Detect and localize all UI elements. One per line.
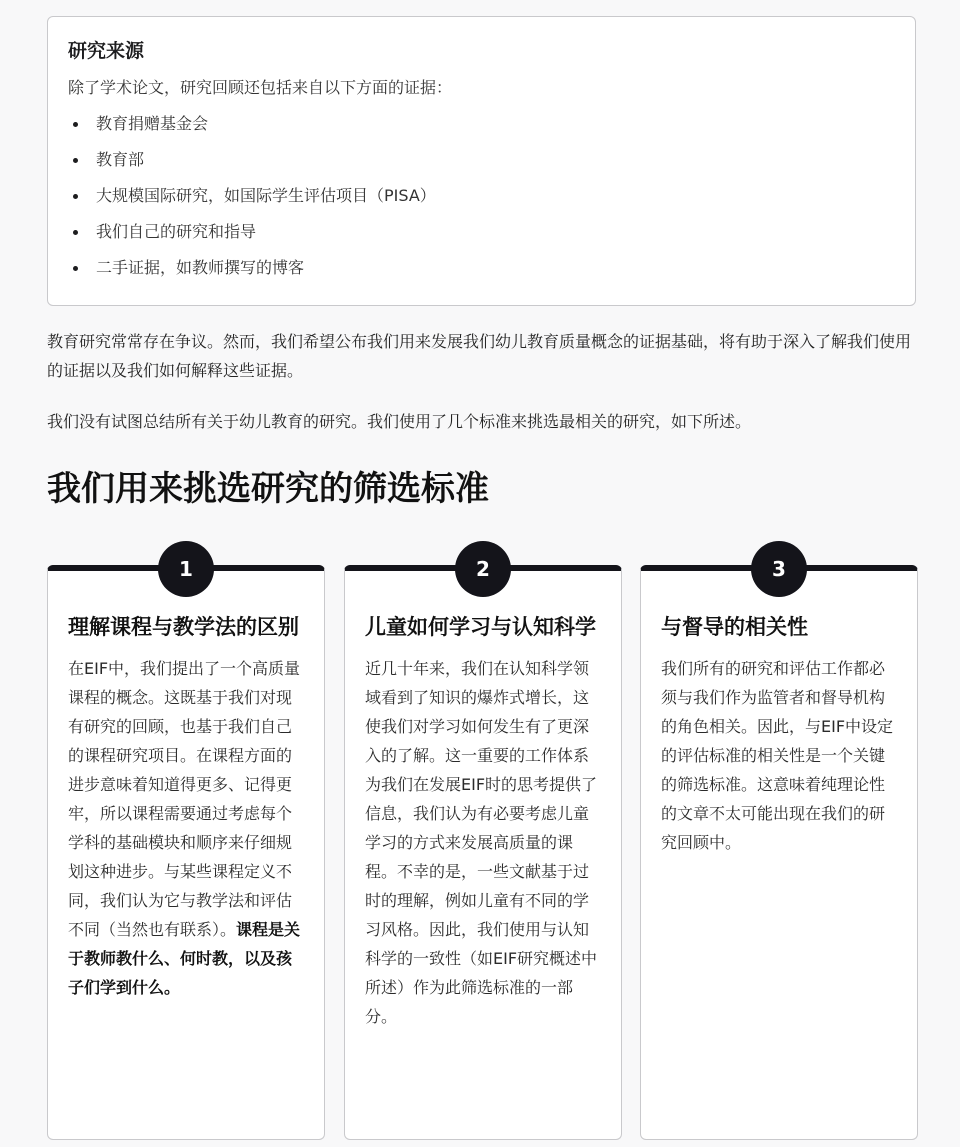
card-body-text: 我们所有的研究和评估工作都必须与我们作为监管者和督导机构的角色相关。因此，与EIF中设定的评估标准的相关性是一个关键的筛选标准。这意味着纯理论性的文章不太可能出现在我们的研究回顾中。 bbox=[661, 659, 894, 852]
criteria-card-3 bbox=[640, 557, 918, 1140]
card-title: 理解课程与教学法的区别 bbox=[68, 615, 299, 639]
bullet-icon bbox=[73, 266, 78, 271]
card-body bbox=[661, 654, 897, 857]
intro-paragraph: 教育研究常常存在争议。然而，我们希望公布我们用来发展我们幼儿教育质量概念的证据基础，将有助于深入了解我们使用的证据以及我们如何解释这些证据。 bbox=[47, 332, 912, 380]
bullet-icon bbox=[73, 158, 78, 163]
list-item bbox=[68, 149, 895, 171]
card-body-text: 在EIF中，我们提出了一个高质量课程的概念。这既基于我们对现有研究的回顾，也基于我们自己的课程研究项目。在课程方面的进步意味着知道得更多、记得更牢，所以课程需要通过考虑每个学科的基础模块和顺序来仔细规划这种进步。与某些课程定义不同，我们认为它与教学法和评估不同（当然也有联系）。 bbox=[68, 659, 301, 939]
card-body bbox=[68, 654, 304, 1002]
criteria-heading: 我们用来挑选研究的筛选标准 bbox=[47, 469, 489, 509]
bullet-icon bbox=[73, 122, 78, 127]
card-body-text: 近几十年来，我们在认知科学领域看到了知识的爆炸式增长，这使我们对学习如何发生有了更深入的了解。这一重要的工作体系为我们在发展EIF时的思考提供了信息，我们认为有必要考虑儿童学习的方式来发展高质量的课程。不幸的是，一些文献基于过时的理解，例如儿童有不同的学习风格。因此，我们使用与认知科学的一致性（如EIF研究概述中所述）作为此筛选标准的一部分。 bbox=[365, 659, 598, 1026]
list-item bbox=[68, 113, 895, 135]
criteria-card-1 bbox=[47, 557, 325, 1140]
card-body bbox=[365, 654, 601, 1031]
card-body-emphasis: 课程是关于教师教什么、何时教，以及孩子们学到什么。 bbox=[68, 920, 301, 997]
bullet-icon bbox=[73, 194, 78, 199]
step-number-badge: 2 bbox=[455, 541, 511, 597]
step-number-badge: 1 bbox=[158, 541, 214, 597]
list-item-text: 我们自己的研究和指导 bbox=[96, 222, 257, 241]
research-sources-intro: 除了学术论文，研究回顾还包括来自以下方面的证据： bbox=[68, 78, 453, 97]
bullet-icon bbox=[73, 230, 78, 235]
list-item-text: 大规模国际研究，如国际学生评估项目（PISA） bbox=[96, 186, 436, 205]
list-item bbox=[68, 221, 895, 243]
list-item-text: 二手证据，如教师撰写的博客 bbox=[96, 258, 305, 277]
card-title: 儿童如何学习与认知科学 bbox=[365, 615, 596, 639]
step-number-badge: 3 bbox=[751, 541, 807, 597]
criteria-card-2 bbox=[344, 557, 622, 1140]
research-sources-title: 研究来源 bbox=[68, 40, 145, 62]
list-item-text: 教育捐赠基金会 bbox=[96, 114, 209, 133]
research-sources-list bbox=[68, 113, 895, 279]
research-sources-box bbox=[47, 16, 916, 306]
card-title: 与督导的相关性 bbox=[661, 615, 808, 639]
list-item bbox=[68, 185, 895, 207]
summary-paragraph: 我们没有试图总结所有关于幼儿教育的研究。我们使用了几个标准来挑选最相关的研究，如下所述。 bbox=[47, 412, 752, 431]
list-item-text: 教育部 bbox=[96, 150, 145, 169]
list-item bbox=[68, 257, 895, 279]
